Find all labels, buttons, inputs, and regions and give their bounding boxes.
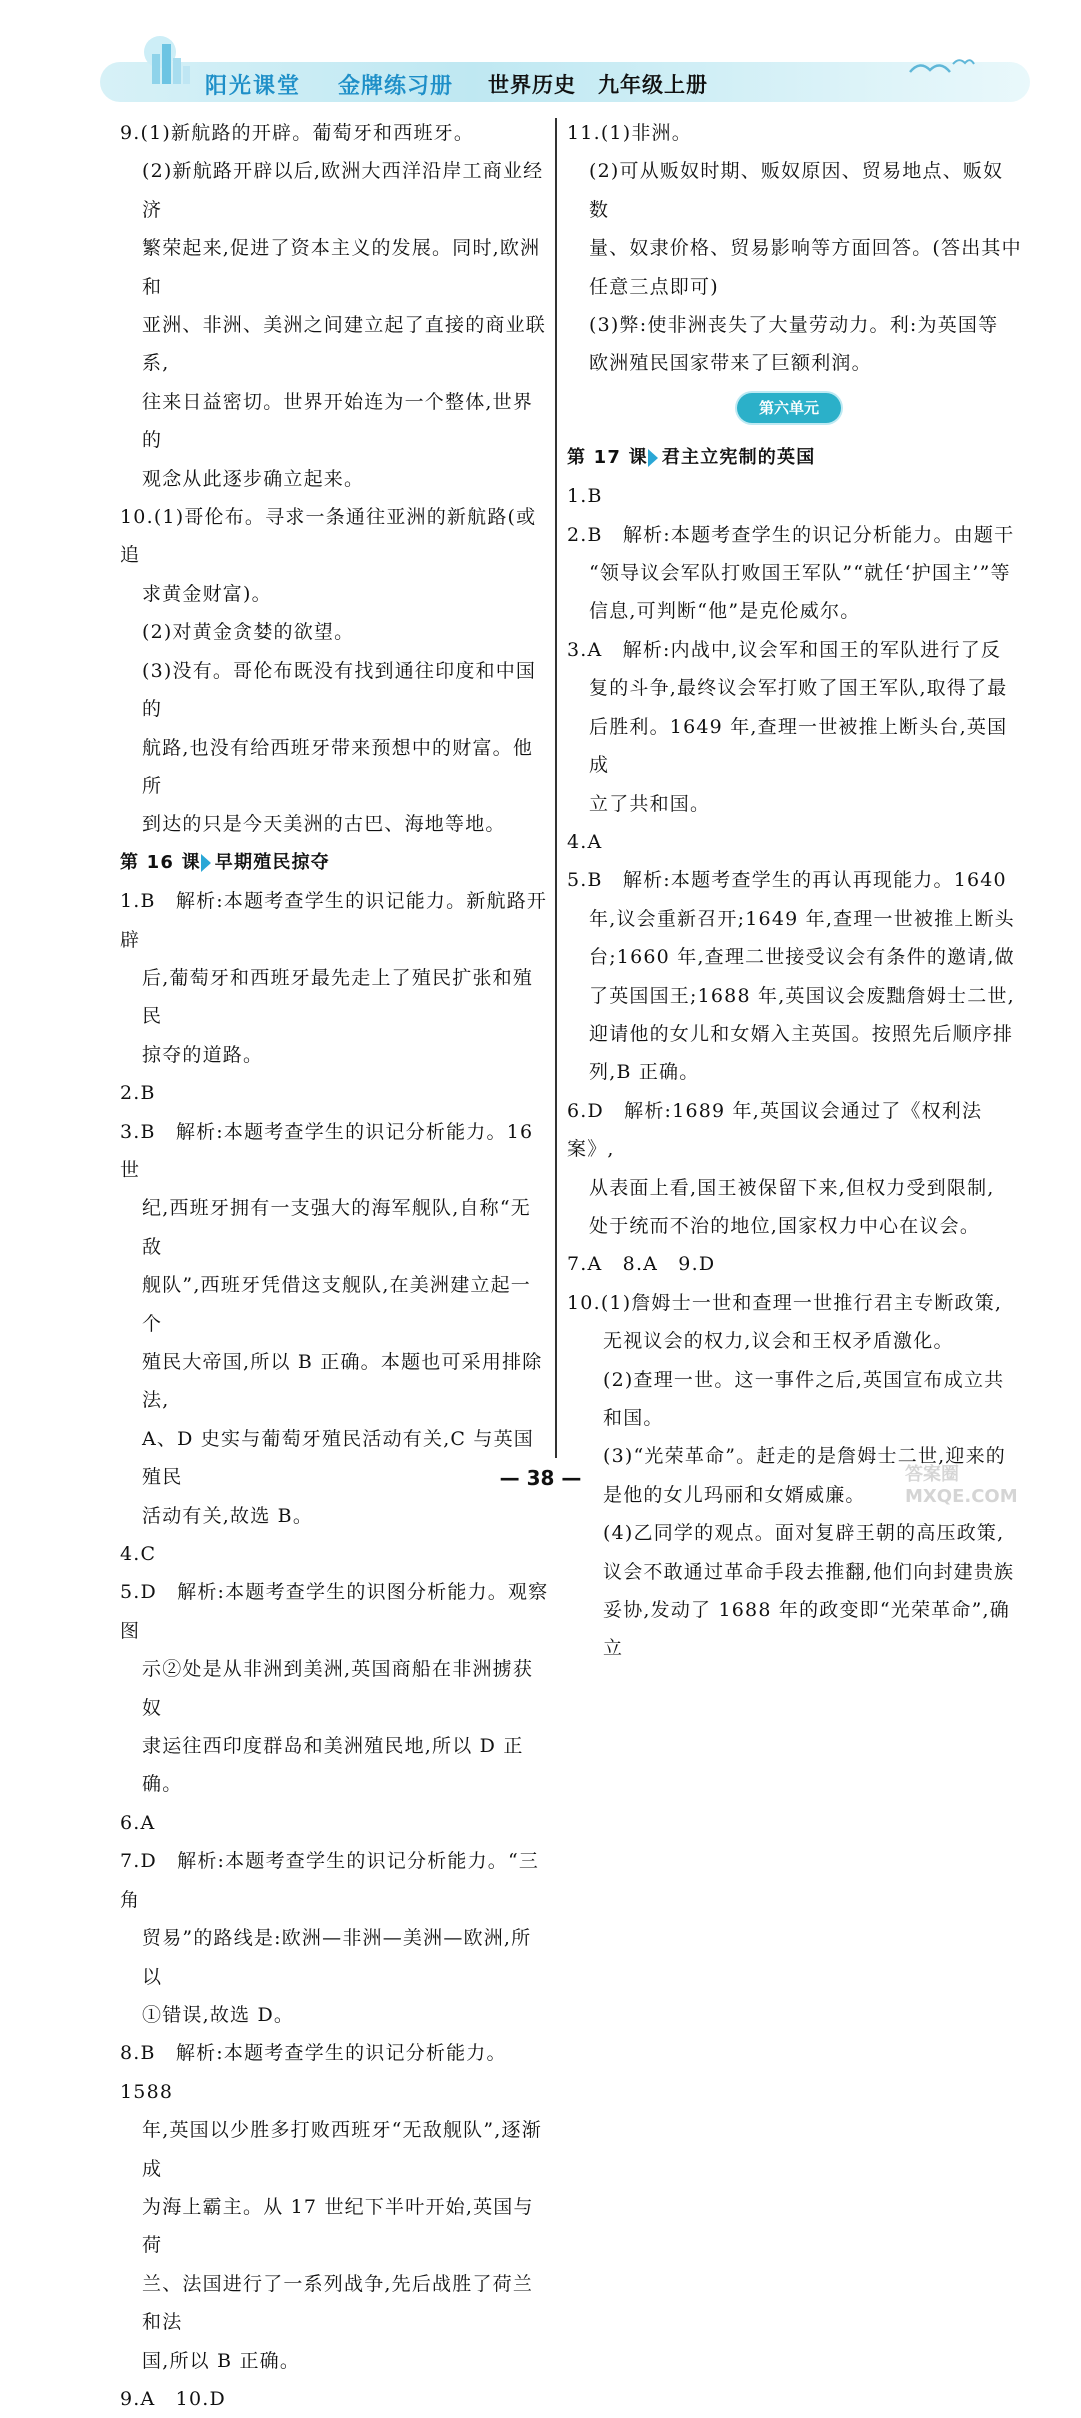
answer-line: 隶运往西印度群岛和美洲殖民地,所以 D 正确。 [142, 1735, 524, 1796]
lesson-heading [120, 844, 550, 882]
answer-line: 示②处是从非洲到美洲,英国商船在非洲掳获奴 [142, 1658, 534, 1719]
answer-line: 国,所以 B 正确。 [142, 2349, 301, 2372]
answer-line: 1.B [567, 485, 603, 508]
answer-line: 往来日益密切。世界开始连为一个整体,世界的 [142, 390, 534, 452]
unit-badge: 第六单元 [737, 393, 841, 423]
answer-line: (2)可从贩奴时期、贩奴原因、贸易地点、贩奴数 [589, 160, 1004, 221]
answer-line: 到达的只是今天美洲的古巴、海地等地。 [142, 813, 506, 836]
answer-line: 舰队”,西班牙凭借这支舰队,在美洲建立起一个 [142, 1274, 531, 1335]
answer-line: 活动有关,故选 B。 [142, 1504, 314, 1527]
answer-line: 掠夺的道路。 [142, 1043, 264, 1066]
answer-line: 5.B 解析:本题考查学生的再认再现能力。1640 [567, 869, 1007, 892]
lesson-number: 第 16 课 [120, 851, 201, 873]
watermark-logo [905, 1460, 1065, 1530]
answer-line: (3)“光荣革命”。赶走的是詹姆士二世,迎来的 [603, 1445, 1006, 1468]
answer-line: 年,英国以少胜多打败西班牙“无敌舰队”,逐渐成 [142, 2119, 542, 2180]
answer-line: 观念从此逐步确立起来。 [142, 467, 365, 490]
answer-line: 无视议会的权力,议会和王权矛盾激化。 [603, 1330, 954, 1353]
lesson-title: 君主立宪制的英国 [661, 446, 816, 468]
answer-line: 为海上霸主。从 17 世纪下半叶开始,英国与荷 [142, 2195, 534, 2257]
page-header [0, 0, 1081, 118]
answer-line: 量、奴隶价格、贸易影响等方面回答。(答出其中 [589, 237, 1022, 260]
answer-line: (2)对黄金贪婪的欲望。 [142, 621, 355, 644]
answer-line: 5.D 解析:本题考查学生的识图分析能力。观察图 [120, 1581, 549, 1642]
arrow-icon [201, 854, 211, 872]
answer-line: 3.B 解析:本题考查学生的识记分析能力。16 世 [120, 1120, 534, 1181]
answer-line: 后,葡萄牙和西班牙最先走上了殖民扩张和殖民 [142, 966, 534, 1028]
left-column [120, 114, 550, 2418]
answer-line: 妥协,发动了 1688 年的政变即“光荣革命”,确立 [603, 1599, 1010, 1660]
answer-line: 兰、法国进行了一系列战争,先后战胜了荷兰和法 [142, 2272, 534, 2334]
answer-line: 列,B 正确。 [589, 1061, 700, 1084]
answer-line: (3)弊:使非洲丧失了大量劳动力。利:为英国等 [589, 314, 999, 337]
answer-line: 6.D 解析:1689 年,英国议会通过了《权利法案》, [567, 1099, 983, 1161]
series-name: 金牌练习册 [338, 74, 454, 99]
answer-line: 议会不敢通过革命手段去推翻,他们向封建贵族 [603, 1560, 1015, 1583]
answer-line: 2.B 解析:本题考查学生的识记分析能力。由题干 [567, 523, 1015, 546]
answer-line: 3.A 解析:内战中,议会军和国王的军队进行了反 [567, 638, 1002, 661]
answer-line: ①错误,故选 D。 [142, 2003, 295, 2026]
unit-heading [567, 383, 1022, 439]
answer-line: 11.(1)非洲。 [567, 122, 692, 144]
answer-line: 贸易”的路线是:欧洲—非洲—美洲—欧洲,所以 [142, 1927, 532, 1988]
answer-line: 立了共和国。 [589, 792, 711, 815]
answer-line: 迎请他的女儿和女婿入主英国。按照先后顺序排 [589, 1022, 1014, 1045]
subject-name: 世界历史 [488, 73, 576, 97]
answer-line: (3)没有。哥伦布既没有找到通往印度和中国的 [142, 659, 537, 721]
lesson-heading [567, 439, 1022, 477]
answer-line: 1.B 解析:本题考查学生的识记能力。新航路开辟 [120, 890, 548, 951]
lesson-number: 第 17 课 [567, 446, 648, 468]
page-number: — 38 — [499, 1466, 582, 1490]
answer-line: 了英国国王;1688 年,英国议会废黜詹姆士二世, [589, 984, 1015, 1007]
answer-line: (2)新航路开辟以后,欧洲大西洋沿岸工商业经济 [142, 160, 544, 221]
brand-name: 阳光课堂 [205, 74, 302, 99]
answer-line: 任意三点即可) [589, 275, 719, 298]
answer-line: 纪,西班牙拥有一支强大的海军舰队,自称“无敌 [142, 1197, 531, 1258]
column-divider [555, 118, 557, 1458]
watermark-text: 答案圈 MXQE.COM [905, 1464, 1018, 1507]
answer-line: 亚洲、非洲、美洲之间建立起了直接的商业联系, [142, 314, 547, 375]
answer-line: (2)查理一世。这一事件之后,英国宣布成立共 [603, 1368, 1005, 1391]
answer-line: 9.(1)新航路的开辟。葡萄牙和西班牙。 [120, 122, 475, 144]
answer-line: A、D 史实与葡萄牙殖民活动有关,C 与英国殖民 [142, 1427, 535, 1489]
answer-line: 是他的女儿玛丽和女婿威廉。 [603, 1483, 866, 1506]
arrow-icon [648, 449, 658, 467]
city-skyline-icon [138, 30, 198, 90]
answer-line: 和国。 [603, 1407, 664, 1429]
answer-line: 8.B 解析:本题考查学生的识记分析能力。1588 [120, 2042, 507, 2103]
answer-line: 9.A 10.D [120, 2387, 226, 2410]
answer-line: 2.B [120, 1082, 156, 1105]
answer-line: 年,议会重新召开;1649 年,查理一世被推上断头 [589, 907, 1015, 930]
answer-line: 殖民大帝国,所以 B 正确。本题也可采用排除法, [142, 1351, 543, 1412]
answer-line: 欧洲殖民国家带来了巨额利润。 [589, 352, 872, 375]
answer-line: 航路,也没有给西班牙带来预想中的财富。他所 [142, 736, 534, 797]
answer-line: 4.C [120, 1543, 157, 1566]
answer-line: 信息,可判断“他”是克伦威尔。 [589, 600, 861, 623]
lesson-title: 早期殖民掠夺 [214, 851, 330, 873]
answer-line: 繁荣起来,促进了资本主义的发展。同时,欧洲和 [142, 237, 541, 298]
answer-line: 求黄金财富)。 [142, 582, 272, 605]
answer-line: 复的斗争,最终议会军打败了国王军队,取得了最 [589, 677, 1008, 700]
grade-name: 九年级上册 [598, 73, 708, 97]
answer-line: 台;1660 年,查理二世接受议会有条件的邀请,做 [589, 946, 1015, 969]
answer-line: 6.A [120, 1811, 156, 1834]
seagull-icon [905, 52, 975, 82]
answer-line: 处于统而不治的地位,国家权力中心在议会。 [589, 1214, 981, 1237]
answer-line: 7.D 解析:本题考查学生的识记分析能力。“三角 [120, 1850, 540, 1911]
answer-line: (4)乙同学的观点。面对复辟王朝的高压政策, [603, 1522, 1005, 1545]
answer-line: 后胜利。1649 年,查理一世被推上断头台,英国成 [589, 715, 1008, 777]
answer-line: 从表面上看,国王被保留下来,但权力受到限制, [589, 1176, 995, 1199]
answer-line: 10.(1)哥伦布。寻求一条通往亚洲的新航路(或追 [120, 506, 537, 567]
answer-line: 4.A [567, 830, 603, 853]
answer-line: 7.A 8.A 9.D [567, 1253, 716, 1276]
answer-line: “领导议会军队打败国王军队”“就任‘护国主’”等 [589, 562, 1011, 585]
answer-line: 10.(1)詹姆士一世和查理一世推行君主专断政策, [567, 1291, 1003, 1314]
right-column [567, 114, 1022, 1668]
